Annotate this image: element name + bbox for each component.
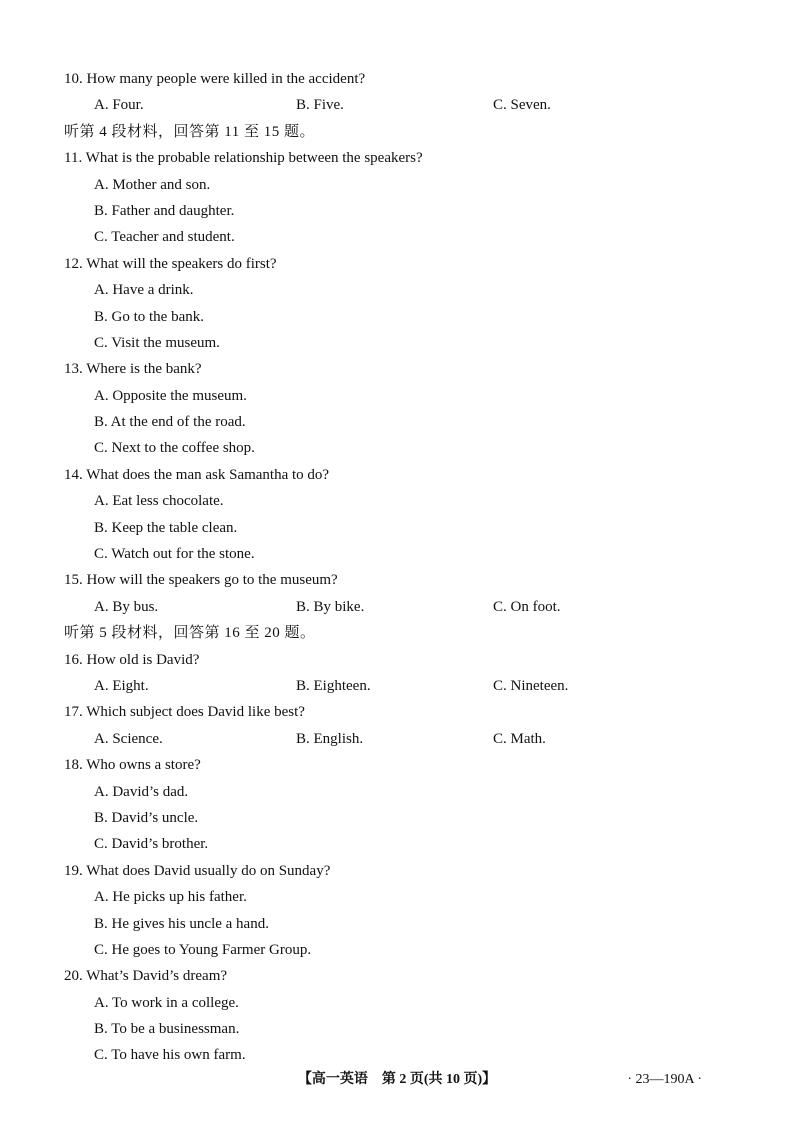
footer-exam-code: · 23—190A · (627, 1072, 702, 1087)
option-11-b: B. Father and daughter. (94, 202, 235, 219)
option-12-b: B. Go to the bank. (94, 308, 204, 325)
question-18: 18. Who owns a store? (64, 757, 201, 774)
footer-page-info: 【高一英语 第 2 页(共 10 页)】 (297, 1072, 497, 1087)
question-11: 11. What is the probable relationship between the speakers? (64, 150, 423, 167)
options-row-16 (64, 673, 744, 699)
option-15-b: B. By bike. (296, 598, 365, 615)
option-13-a: A. Opposite the museum. (94, 387, 247, 404)
option-16-c: C. Nineteen. (493, 677, 569, 694)
option-10-c: C. Seven. (493, 97, 551, 114)
option-19-a: A. He picks up his father. (94, 889, 247, 906)
question-12: 12. What will the speakers do first? (64, 255, 277, 272)
option-16-b: B. Eighteen. (296, 677, 371, 694)
question-15: 15. How will the speakers go to the museum? (64, 572, 338, 589)
section-5-instruction: 听第 5 段材料，回答第 16 至 20 题。 (64, 625, 316, 642)
option-10-a: A. Four. (94, 97, 144, 114)
question-14: 14. What does the man ask Samantha to do? (64, 466, 330, 483)
option-12-a: A. Have a drink. (94, 282, 194, 299)
option-15-c: C. On foot. (493, 598, 561, 615)
question-list (64, 66, 744, 1069)
section-4-instruction: 听第 4 段材料，回答第 11 至 15 题。 (64, 123, 315, 140)
option-16-a: A. Eight. (94, 677, 149, 694)
option-11-c: C. Teacher and student. (94, 229, 235, 246)
option-15-a: A. By bus. (94, 598, 159, 615)
option-18-a: A. David’s dad. (94, 783, 189, 800)
options-row-10 (64, 92, 744, 118)
option-13-b: B. At the end of the road. (94, 414, 246, 431)
option-19-c: C. He goes to Young Farmer Group. (94, 941, 312, 958)
option-10-b: B. Five. (296, 97, 344, 114)
question-20: 20. What’s David’s dream? (64, 968, 228, 985)
option-19-b: B. He gives his uncle a hand. (94, 915, 269, 932)
option-13-c: C. Next to the coffee shop. (94, 440, 255, 457)
option-18-c: C. David’s brother. (94, 836, 209, 853)
option-14-a: A. Eat less chocolate. (94, 493, 224, 510)
option-14-c: C. Watch out for the stone. (94, 546, 255, 563)
option-20-b: B. To be a businessman. (94, 1021, 240, 1038)
question-19: 19. What does David usually do on Sunday? (64, 862, 331, 879)
question-17: 17. Which subject does David like best? (64, 704, 305, 721)
option-17-a: A. Science. (94, 730, 163, 747)
option-17-c: C. Math. (493, 730, 546, 747)
option-20-a: A. To work in a college. (94, 994, 239, 1011)
options-row-15 (64, 594, 744, 620)
option-20-c: C. To have his own farm. (94, 1047, 246, 1064)
option-12-c: C. Visit the museum. (94, 334, 220, 351)
option-14-b: B. Keep the table clean. (94, 519, 238, 536)
question-16: 16. How old is David? (64, 651, 200, 668)
options-row-17 (64, 726, 744, 752)
question-13: 13. Where is the bank? (64, 361, 202, 378)
page-footer (0, 1069, 794, 1091)
option-17-b: B. English. (296, 730, 364, 747)
option-11-a: A. Mother and son. (94, 176, 211, 193)
option-18-b: B. David’s uncle. (94, 809, 199, 826)
question-10: 10. How many people were killed in the accident? (64, 71, 366, 87)
